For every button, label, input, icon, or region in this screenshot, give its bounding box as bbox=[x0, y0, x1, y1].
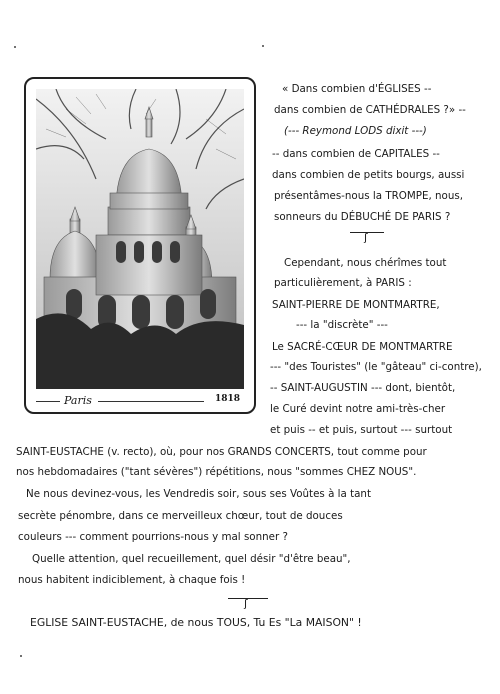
text-line: --- "des Touristes" (le "gâteau" ci-contre), bbox=[270, 361, 482, 373]
text-line: Cependant, nous chérîmes tout bbox=[284, 257, 447, 269]
photo-card bbox=[24, 77, 256, 414]
separator-mark: ʃ bbox=[244, 597, 248, 610]
text-line: --- la "discrète" --- bbox=[296, 319, 388, 331]
text-line: le Curé devint notre ami-très-cher bbox=[270, 403, 446, 415]
text-line: nos hebdomadaires ("tant sévères") répétitions, nous "sommes CHEZ NOUS". bbox=[16, 466, 417, 478]
closing-line: EGLISE SAINT-EUSTACHE, de nous TOUS, Tu Es "La MAISON" ! bbox=[30, 616, 362, 629]
text-line: dans combien de petits bourgs, aussi bbox=[272, 169, 465, 181]
text-line: Quelle attention, quel recueillement, quel désir "d'être beau", bbox=[32, 553, 351, 565]
caption-place: Paris bbox=[64, 394, 92, 407]
caption-rule-left bbox=[36, 401, 60, 402]
text-line: « Dans combien d'ÉGLISES -- bbox=[282, 83, 432, 95]
text-line: nous habitent indiciblement, à chaque fois ! bbox=[18, 574, 246, 586]
text-line: sonneurs du DÉBUCHÉ DE PARIS ? bbox=[274, 211, 451, 223]
text-line: et puis -- et puis, surtout --- surtout bbox=[270, 424, 453, 436]
text-line: présentâmes-nous la TROMPE, nous, bbox=[274, 190, 464, 202]
scan-speck bbox=[262, 45, 264, 47]
text-line: secrète pénombre, dans ce merveilleux chœur, tout de douces bbox=[18, 510, 343, 522]
text-line: Le SACRÉ-CŒUR DE MONTMARTRE bbox=[272, 341, 453, 353]
caption-rule-middle bbox=[98, 401, 204, 402]
caption-year: 1818 bbox=[214, 394, 240, 404]
scan-speck bbox=[14, 46, 16, 48]
text-line: particulièrement, à PARIS : bbox=[274, 277, 412, 289]
text-line: SAINT-EUSTACHE (v. recto), où, pour nos GRANDS CONCERTS, tout comme pour bbox=[16, 446, 427, 458]
text-line: -- dans combien de CAPITALES -- bbox=[272, 148, 440, 160]
text-line: couleurs --- comment pourrions-nous y mal sonner ? bbox=[18, 531, 288, 543]
text-line: dans combien de CATHÉDRALES ?» -- bbox=[274, 104, 466, 116]
separator-mark: ʃ bbox=[364, 231, 368, 244]
text-line: -- SAINT-AUGUSTIN --- dont, bientôt, bbox=[270, 382, 456, 394]
text-line: SAINT-PIERRE DE MONTMARTRE, bbox=[272, 299, 440, 311]
photo-caption bbox=[36, 391, 244, 409]
text-line: Ne nous devinez-vous, les Vendredis soir, sous ses Voûtes à la tant bbox=[26, 488, 372, 500]
sacre-coeur-photo bbox=[36, 89, 244, 389]
text-line: (--- Reymond LODS dixit ---) bbox=[284, 125, 427, 137]
scan-speck bbox=[20, 655, 22, 657]
separator-rule bbox=[228, 598, 268, 599]
